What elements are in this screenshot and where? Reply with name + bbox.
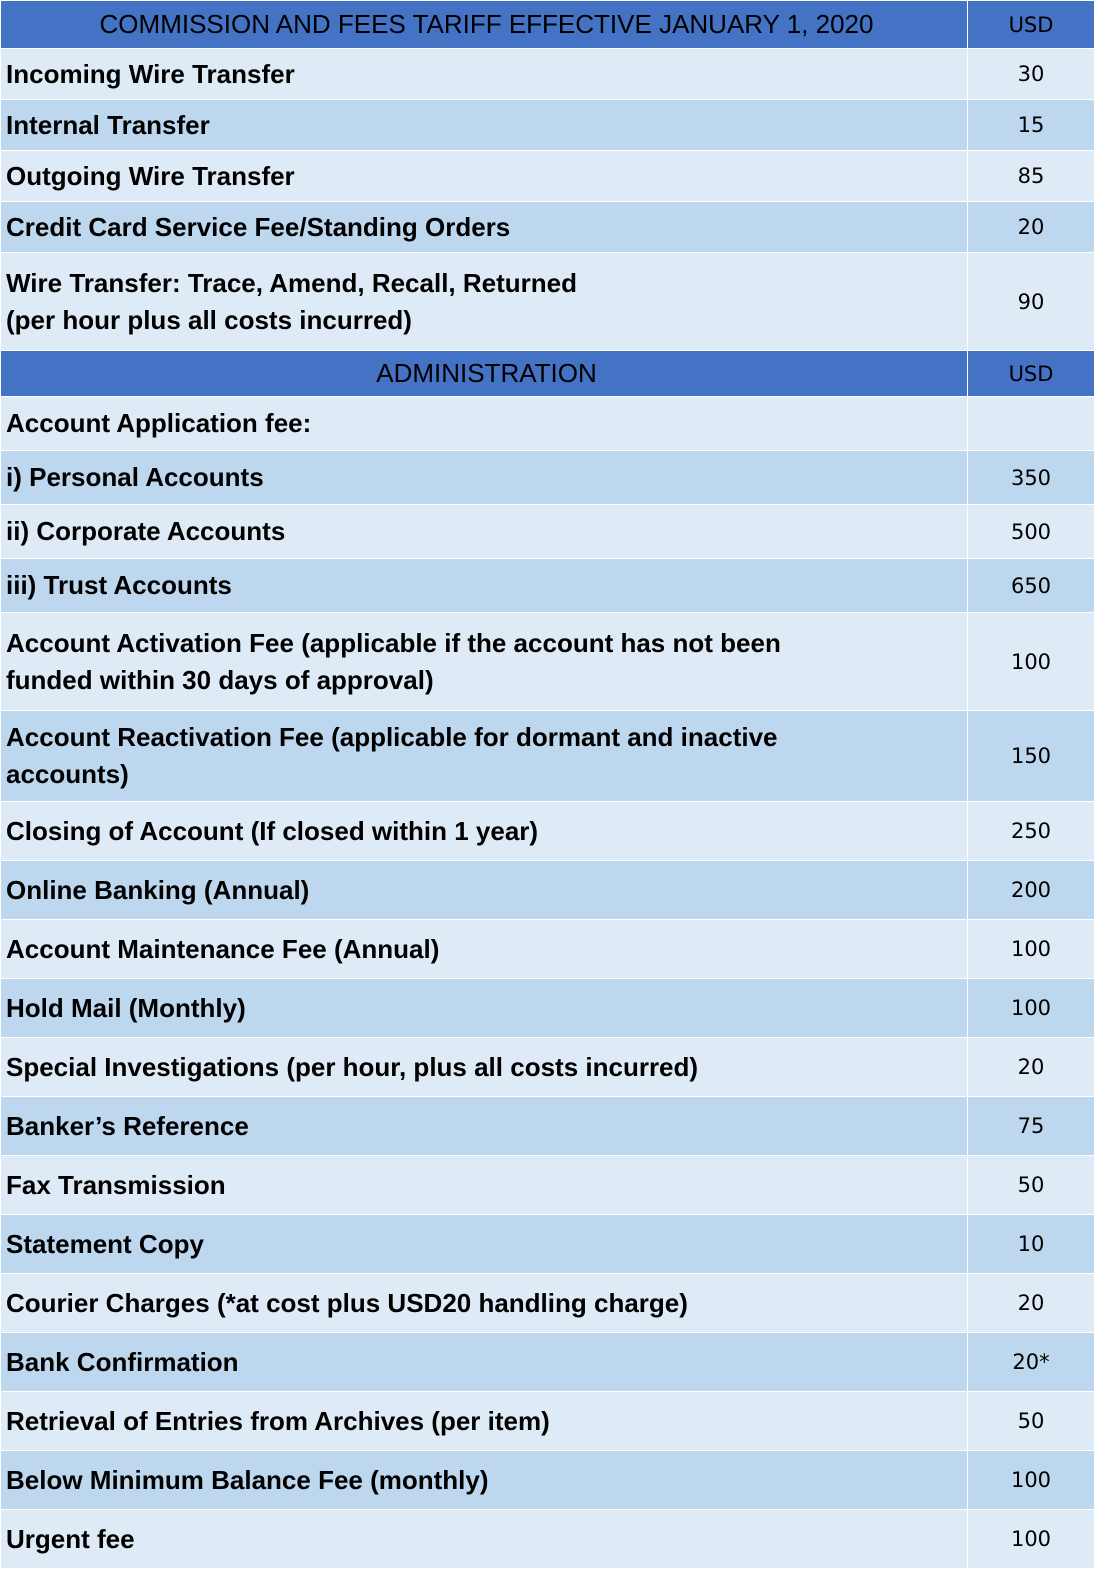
table-row	[1, 711, 1095, 802]
table-row	[1, 397, 1095, 451]
fee-value: 100	[968, 1510, 1095, 1569]
fee-value	[968, 397, 1095, 451]
fee-label: Credit Card Service Fee/Standing Orders	[1, 202, 968, 253]
fee-value: 20	[968, 1274, 1095, 1333]
fee-label: Outgoing Wire Transfer	[1, 151, 968, 202]
fee-value: 200	[968, 861, 1095, 920]
fee-value: 350	[968, 451, 1095, 505]
fee-label: iii) Trust Accounts	[1, 559, 968, 613]
table-row	[1, 1333, 1095, 1392]
currency-header: USD	[968, 1, 1095, 49]
table-row	[1, 202, 1095, 253]
fee-value: 10	[968, 1215, 1095, 1274]
fee-label: Account Maintenance Fee (Annual)	[1, 920, 968, 979]
fee-label: Account Application fee:	[1, 397, 968, 451]
fee-label: Fax Transmission	[1, 1156, 968, 1215]
table-row	[1, 505, 1095, 559]
section-title: ADMINISTRATION	[1, 351, 968, 397]
fee-value: 100	[968, 920, 1095, 979]
table-row	[1, 861, 1095, 920]
table-row	[1, 1156, 1095, 1215]
fee-value: 50	[968, 1392, 1095, 1451]
fee-label-line1: Account Activation Fee (applicable if the account has not been	[6, 627, 781, 658]
fee-label: Special Investigations (per hour, plus all costs incurred)	[1, 1038, 968, 1097]
fee-label: Closing of Account (If closed within 1 year)	[1, 802, 968, 861]
fee-value: 150	[968, 711, 1095, 802]
table-row	[1, 613, 1095, 711]
fee-label: Bank Confirmation	[1, 1333, 968, 1392]
fee-label: Online Banking (Annual)	[1, 861, 968, 920]
table-row	[1, 151, 1095, 202]
fee-value: 20*	[968, 1333, 1095, 1392]
fee-label	[1, 711, 968, 802]
table-row	[1, 1451, 1095, 1510]
table-row	[1, 1038, 1095, 1097]
fee-value: 90	[968, 253, 1095, 351]
table-row	[1, 253, 1095, 351]
table-row	[1, 451, 1095, 505]
fee-label-line1: Wire Transfer: Trace, Amend, Recall, Returned	[6, 267, 577, 298]
fee-value: 85	[968, 151, 1095, 202]
table-row	[1, 1510, 1095, 1569]
section-header-commission	[1, 1, 1095, 49]
section-header-administration	[1, 351, 1095, 397]
fee-value: 100	[968, 613, 1095, 711]
table-row	[1, 1097, 1095, 1156]
table-row	[1, 1274, 1095, 1333]
fee-value: 75	[968, 1097, 1095, 1156]
table-row	[1, 1215, 1095, 1274]
fee-label: Courier Charges (*at cost plus USD20 handling charge)	[1, 1274, 968, 1333]
fee-value: 15	[968, 100, 1095, 151]
fee-label-line2: accounts)	[6, 759, 129, 789]
table-row	[1, 920, 1095, 979]
fee-label-line2: (per hour plus all costs incurred)	[6, 304, 412, 335]
fee-value: 650	[968, 559, 1095, 613]
section-title: COMMISSION AND FEES TARIFF EFFECTIVE JANUARY 1, 2020	[1, 1, 968, 49]
table-row	[1, 100, 1095, 151]
fee-label: Banker’s Reference	[1, 1097, 968, 1156]
fee-label: Below Minimum Balance Fee (monthly)	[1, 1451, 968, 1510]
fee-label: Statement Copy	[1, 1215, 968, 1274]
fee-value: 100	[968, 979, 1095, 1038]
fee-label	[1, 613, 968, 711]
fee-label: Urgent fee	[1, 1510, 968, 1569]
fee-value: 500	[968, 505, 1095, 559]
table-row	[1, 1392, 1095, 1451]
table-row	[1, 802, 1095, 861]
table-row	[1, 559, 1095, 613]
fee-label: Incoming Wire Transfer	[1, 49, 968, 100]
fee-label-line1: Account Reactivation Fee (applicable for dormant and inactive	[6, 722, 778, 752]
table-row	[1, 979, 1095, 1038]
fee-label: i) Personal Accounts	[1, 451, 968, 505]
fee-label: Hold Mail (Monthly)	[1, 979, 968, 1038]
fee-value: 50	[968, 1156, 1095, 1215]
fee-value: 100	[968, 1451, 1095, 1510]
fee-value: 250	[968, 802, 1095, 861]
fee-label-line2: funded within 30 days of approval)	[6, 664, 434, 695]
fee-label: Internal Transfer	[1, 100, 968, 151]
fee-label: Retrieval of Entries from Archives (per item)	[1, 1392, 968, 1451]
currency-header: USD	[968, 351, 1095, 397]
fee-value: 20	[968, 1038, 1095, 1097]
fee-value: 20	[968, 202, 1095, 253]
fee-value: 30	[968, 49, 1095, 100]
table-row	[1, 49, 1095, 100]
fee-label: ii) Corporate Accounts	[1, 505, 968, 559]
fee-label	[1, 253, 968, 351]
